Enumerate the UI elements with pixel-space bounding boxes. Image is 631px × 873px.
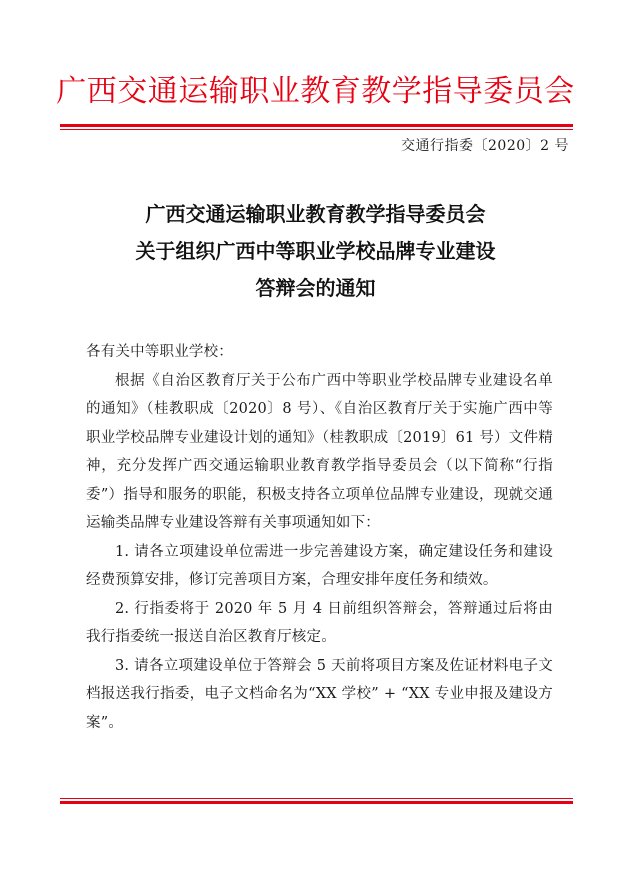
title-line-3: 答辩会的通知 [255,276,376,300]
notice-body [86,338,553,737]
footer-rule-thin [60,798,573,799]
footer-rule-thick [60,801,573,804]
item-1-paragraph: 1. 请各立项建设单位需进一步完善建设方案，确定建设任务和建设经费预算安排，修订完善项目方案，合理安排年度任务和绩效。 [86,543,553,588]
salutation: 各有关中等职业学校： [86,344,233,360]
masthead-organization: 广西交通运输职业教育教学指导委员会 [56,74,575,109]
title-line-2: 关于组织广西中等职业学校品牌专业建设 [135,239,496,263]
document-number: 交通行指委〔2020〕2 号 [401,138,569,154]
intro-paragraph: 根据《自治区教育厅关于公布广西中等职业学校品牌专业建设名单的通知》（桂教职成〔2020〕8 号）、《自治区教育厅关于实施广西中等职业学校品牌专业建设计划的通知》（桂教职成〔2019〕61 号）文件精神，充分发挥广西交通运输职业教育教学指导委员会（以下简称“行指委”）指导和服务的职能，积极支持各立项单位品牌专业建设，现就交通运输类品牌专业建设答辩有关事项通知如下： [86,372,553,531]
item-2-paragraph: 2. 行指委将于 2020 年 5 月 4 日前组织答辩会，答辩通过后将由我行指委统一报送自治区教育厅核定。 [86,600,553,645]
title-line-1: 广西交通运输职业教育教学指导委员会 [145,202,486,226]
masthead-rule-thin [60,129,573,130]
masthead-rule-thick [60,124,573,127]
item-3-paragraph: 3. 请各立项建设单位于答辩会 5 天前将项目方案及佐证材料电子文档报送我行指委，电子文档命名为“XX 学校” + “XX 专业申报及建设方案”。 [86,657,553,731]
